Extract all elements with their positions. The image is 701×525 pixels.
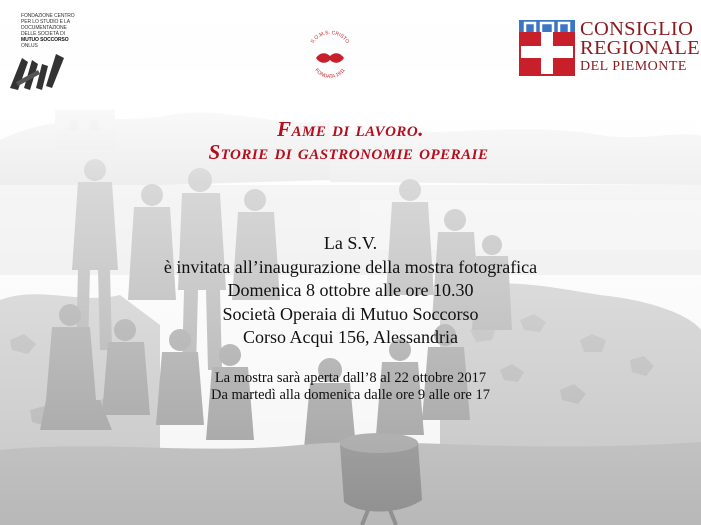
invitation-line-4: Società Operaia di Mutuo Soccorso xyxy=(222,303,479,324)
soms-cristo-seal xyxy=(302,30,358,80)
consiglio-regionale-logo xyxy=(519,18,700,80)
note-line-1: La mostra sarà aperta dall’8 al 22 ottobre 2017 xyxy=(214,370,487,386)
opening-hours-notes xyxy=(0,370,701,404)
title-line-1: Fame di lavoro. xyxy=(276,117,424,141)
fondazione-line-4: DELLE SOCIETÀ DI xyxy=(21,31,65,37)
fondazione-line-3: DOCUMENTAZIONE xyxy=(21,25,67,31)
fondazione-logo-text xyxy=(21,13,85,49)
fondazione-line-6: ONLUS xyxy=(21,43,38,49)
soms-top-text: S.O.M.S. CRISTO xyxy=(309,30,351,45)
consiglio-line-3: DEL PIEMONTE xyxy=(580,59,687,74)
fondazione-line-1: FONDAZIONE CENTRO xyxy=(21,13,75,19)
svg-text:FONDATA 1911 xyxy=(313,67,346,80)
fondazione-logo xyxy=(8,12,98,92)
note-line-2: Da martedì alla domenica dalle ore 9 alle ore 17 xyxy=(211,387,490,403)
exhibition-title xyxy=(0,118,701,164)
invitation-line-2: è invitata all’inaugurazione della mostra fotografica xyxy=(163,256,538,277)
invitation-line-1: La S.V. xyxy=(323,233,378,253)
consiglio-line-2: REGIONALE xyxy=(580,37,700,59)
title-line-2: Storie di gastronomie operaie xyxy=(208,140,489,164)
piemonte-crest-icon xyxy=(519,20,575,76)
handshake-icon xyxy=(316,53,344,63)
soms-bottom-text: FONDATA 1911 xyxy=(313,67,347,80)
invitation-line-3: Domenica 8 ottobre alle ore 10.30 xyxy=(227,280,474,300)
fondazione-line-5: MUTUO SOCCORSO xyxy=(21,37,69,43)
fondazione-emblem-icon xyxy=(8,52,68,92)
fondazione-line-2: PER LO STUDIO E LA xyxy=(21,19,71,25)
consiglio-text xyxy=(580,20,700,76)
invitation-text xyxy=(0,232,701,350)
consiglio-line-1: CONSIGLIO xyxy=(580,18,694,40)
invitation-line-5: Corso Acqui 156, Alessandria xyxy=(243,327,458,347)
svg-text:S.O.M.S. CRISTO xyxy=(310,30,351,45)
